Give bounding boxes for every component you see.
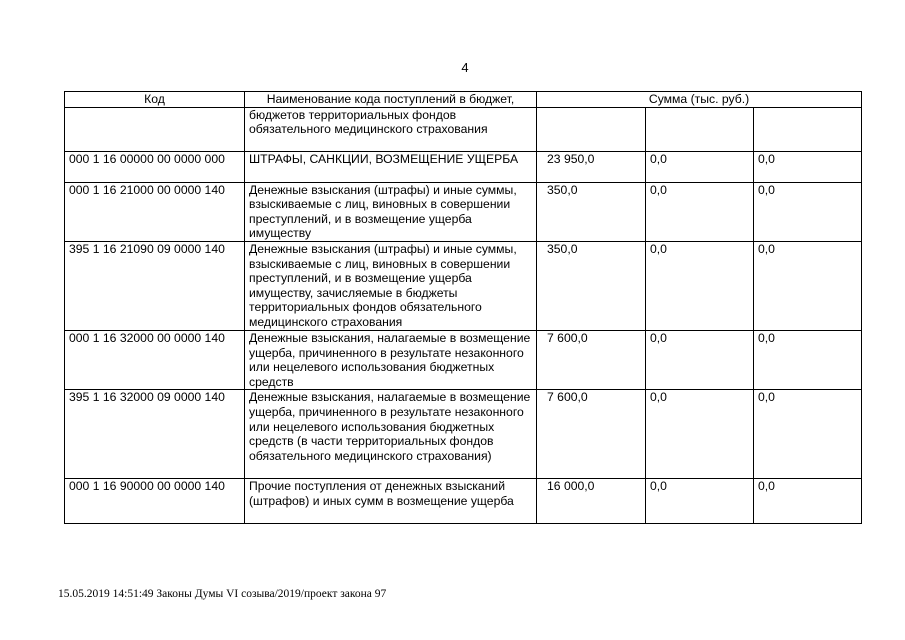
cell-code: 000 1 16 21000 00 0000 140 (65, 182, 245, 241)
cell-sum-3: 0,0 (754, 182, 862, 241)
cell-code: 000 1 16 00000 00 0000 000 (65, 151, 245, 182)
cell-sum-1 (537, 107, 646, 151)
cell-code: 000 1 16 90000 00 0000 140 (65, 479, 245, 524)
table-row (65, 390, 862, 479)
cell-sum-3 (754, 107, 862, 151)
cell-sum-2: 0,0 (646, 479, 754, 524)
header-name: Наименование кода поступлений в бюджет, (245, 92, 537, 108)
cell-name: Денежные взыскания, налагаемые в возмещение ущерба, причиненного в результате незаконного или нецелевого использования бюджетных средств (в части территориальных фондов обязательного медицинского страхования) (245, 390, 537, 479)
cell-name: Денежные взыскания (штрафы) и иные суммы, взыскиваемые с лиц, виновных в совершении преступлений, и в возмещение ущерба имуществу, зачисляемые в бюджеты территориальных фондов обязательного медицинского страхования (245, 241, 537, 330)
document-footer: 15.05.2019 14:51:49 Законы Думы VI созыва/2019/проект закона 97 (58, 588, 387, 600)
cell-sum-2: 0,0 (646, 390, 754, 479)
table-row (65, 182, 862, 241)
cell-code: 395 1 16 32000 09 0000 140 (65, 390, 245, 479)
table-row (65, 151, 862, 182)
cell-name: бюджетов территориальных фондов обязательного медицинского страхования (245, 107, 537, 151)
cell-sum-3: 0,0 (754, 479, 862, 524)
cell-name: Прочие поступления от денежных взысканий (штрафов) и иных сумм в возмещение ущерба (245, 479, 537, 524)
header-sum: Сумма (тыс. руб.) (537, 92, 862, 108)
cell-sum-2: 0,0 (646, 182, 754, 241)
cell-name: Денежные взыскания (штрафы) и иные суммы, взыскиваемые с лиц, виновных в совершении преступлений, и в возмещение ущерба имуществу (245, 182, 537, 241)
cell-code (65, 107, 245, 151)
cell-sum-1: 23 950,0 (537, 151, 646, 182)
cell-name: ШТРАФЫ, САНКЦИИ, ВОЗМЕЩЕНИЕ УЩЕРБА (245, 151, 537, 182)
cell-name: Денежные взыскания, налагаемые в возмещение ущерба, причиненного в результате незаконного или нецелевого использования бюджетных средств (245, 330, 537, 389)
table-row (65, 479, 862, 524)
revenue-table (64, 91, 862, 524)
table-header-row (65, 92, 862, 108)
table-row (65, 330, 862, 389)
cell-sum-2: 0,0 (646, 330, 754, 389)
cell-code: 000 1 16 32000 00 0000 140 (65, 330, 245, 389)
cell-sum-2 (646, 107, 754, 151)
cell-sum-2: 0,0 (646, 241, 754, 330)
cell-sum-3: 0,0 (754, 151, 862, 182)
cell-sum-2: 0,0 (646, 151, 754, 182)
cell-sum-1: 350,0 (537, 182, 646, 241)
table-row-continuation (65, 107, 862, 151)
cell-sum-3: 0,0 (754, 330, 862, 389)
cell-sum-1: 7 600,0 (537, 330, 646, 389)
cell-code: 395 1 16 21090 09 0000 140 (65, 241, 245, 330)
cell-sum-1: 350,0 (537, 241, 646, 330)
cell-sum-3: 0,0 (754, 241, 862, 330)
table-row (65, 241, 862, 330)
page-number: 4 (461, 60, 469, 75)
cell-sum-1: 16 000,0 (537, 479, 646, 524)
cell-sum-1: 7 600,0 (537, 390, 646, 479)
header-code: Код (65, 92, 245, 108)
cell-sum-3: 0,0 (754, 390, 862, 479)
